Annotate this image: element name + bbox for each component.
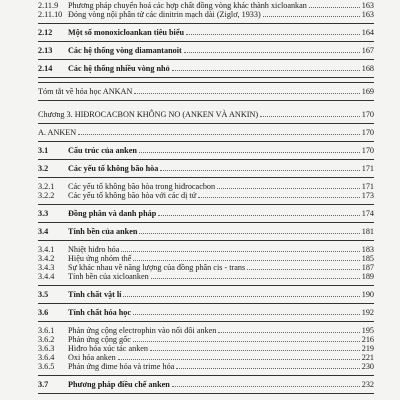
toc-entry — [38, 164, 374, 173]
entry-title: Các hệ thống vòng diamantanoit — [68, 46, 182, 55]
entry-page: 174 — [361, 209, 374, 218]
divider — [38, 123, 374, 124]
entry-title: Các yếu tố không bão hòa trong hiđrocacbon — [68, 182, 216, 191]
toc-entry — [38, 245, 374, 254]
toc-entry — [38, 64, 374, 73]
dot-leader — [151, 277, 360, 279]
table-of-contents — [38, 1, 374, 398]
dot-leader — [247, 268, 360, 270]
entry-page: 185 — [361, 254, 374, 263]
divider — [38, 204, 374, 205]
entry-page: 173 — [361, 191, 374, 200]
toc-entry — [38, 227, 374, 236]
part-title: A. ANKEN — [38, 128, 77, 137]
divider — [38, 141, 374, 142]
dot-leader — [118, 358, 360, 360]
toc-entry — [38, 182, 374, 191]
entry-title: Tính bền của anken — [68, 227, 138, 236]
entry-page: 230 — [361, 362, 374, 371]
entry-title: Một số monoxicloankan tiêu biểu — [68, 28, 185, 37]
divider — [38, 177, 374, 178]
dot-leader — [172, 69, 360, 71]
dot-leader — [184, 51, 360, 53]
entry-number: 3.2.2 — [38, 191, 55, 200]
toc-entry — [38, 263, 374, 272]
divider — [38, 77, 374, 78]
entry-number: 3.3 — [38, 209, 49, 218]
dot-leader — [172, 385, 360, 387]
dot-leader — [260, 116, 360, 117]
dot-leader — [309, 6, 360, 8]
toc-entry — [38, 326, 374, 335]
entry-title: Hiệu ứng nhóm thế — [68, 254, 132, 263]
entry-title: Hiđro hóa xúc tác anken — [68, 344, 149, 353]
entry-number: 3.4.4 — [38, 272, 55, 281]
dot-leader — [150, 349, 360, 351]
dot-leader — [176, 367, 359, 369]
entry-title: Các hệ thống nhiều vòng nhỏ — [68, 64, 170, 73]
entry-page: 163 — [361, 1, 374, 10]
dot-leader — [198, 196, 360, 198]
toc-entry — [38, 290, 374, 299]
dot-leader — [139, 232, 359, 234]
entry-number: 2.13 — [38, 46, 53, 55]
toc-entry — [38, 380, 374, 389]
toc-entry — [38, 10, 374, 19]
dot-leader — [217, 187, 360, 189]
toc-entry — [38, 191, 374, 200]
toc-entry — [38, 272, 374, 281]
entry-page: 183 — [361, 245, 374, 254]
entry-title: Các yếu tố không bão hòa với các dị tử — [68, 191, 197, 200]
entry-title: Phương pháp điều chế anken — [68, 380, 170, 389]
entry-title: Phản ứng đime hóa và trime hóa — [68, 362, 175, 371]
entry-number: 3.4.2 — [38, 254, 55, 263]
entry-title: Tính bền của xicloanken — [68, 272, 149, 281]
entry-title: Sự khác nhau về năng lượng của đồng phân cis - trans — [68, 263, 246, 272]
toc-entry — [38, 46, 374, 55]
entry-number: 2.11.9 — [38, 1, 59, 10]
divider — [38, 59, 374, 60]
toc-entry — [38, 209, 374, 218]
entry-title: Các yếu tố không bão hòa — [68, 164, 159, 173]
divider — [38, 240, 374, 241]
entry-page: 170 — [361, 146, 374, 155]
dot-leader — [133, 340, 360, 342]
dot-leader — [160, 169, 359, 171]
summary-page: 169 — [361, 87, 374, 96]
entry-page: 216 — [361, 335, 374, 344]
entry-number: 3.4.3 — [38, 263, 55, 272]
divider — [38, 393, 374, 394]
divider — [38, 41, 374, 42]
entry-page: 195 — [361, 326, 374, 335]
toc-entry — [38, 335, 374, 344]
entry-title: Đồng phân và danh pháp — [68, 209, 157, 218]
toc-entry — [38, 28, 374, 37]
entry-number: 3.5 — [38, 290, 49, 299]
entry-page: 163 — [361, 10, 374, 19]
divider — [38, 321, 374, 322]
entry-number: 3.1 — [38, 146, 49, 155]
entry-title: Đóng vòng nội phân tử các dinitrin mạch dài (Ziglơ, 1933) — [68, 10, 261, 19]
entry-page: 232 — [361, 380, 374, 389]
entry-page: 187 — [361, 263, 374, 272]
entry-title: Phương pháp chuyển hoá các hợp chất đồng vòng khác thành xicloankan — [68, 1, 307, 10]
entry-number: 3.2 — [38, 164, 49, 173]
chapter-page: 170 — [361, 110, 374, 119]
entry-title: Cấu trúc của anken — [68, 146, 137, 155]
entry-number: 3.6.2 — [38, 335, 55, 344]
toc-entry — [38, 254, 374, 263]
dot-leader — [263, 15, 360, 17]
entry-page: 167 — [361, 46, 374, 55]
toc-entry — [38, 1, 374, 10]
dot-leader — [133, 313, 360, 315]
dot-leader — [139, 151, 360, 153]
toc-entry — [38, 308, 374, 317]
toc-entry — [38, 146, 374, 155]
entry-number: 3.6 — [38, 308, 49, 317]
toc-entry — [38, 353, 374, 362]
chapter-title: Chương 3. HIĐROCACBON KHÔNG NO (ANKEN VÀ ANKIN) — [38, 110, 259, 119]
part-row — [38, 128, 374, 137]
entry-page: 164 — [361, 28, 374, 37]
entry-number: 3.6.5 — [38, 362, 55, 371]
divider — [38, 222, 374, 223]
summary-title: Tóm tắt về hóa học ANKAN — [38, 87, 133, 96]
entry-title: Tính chất hóa học — [68, 308, 132, 317]
entry-page: 190 — [361, 290, 374, 299]
dot-leader — [121, 250, 359, 252]
entry-number: 2.12 — [38, 28, 53, 37]
divider — [38, 285, 374, 286]
entry-page: 168 — [361, 64, 374, 73]
entry-number: 3.6.3 — [38, 344, 55, 353]
entry-page: 171 — [361, 164, 374, 173]
entry-title: Oxi hóa anken — [68, 353, 116, 362]
dot-leader — [133, 259, 359, 261]
entry-number: 3.6.4 — [38, 353, 55, 362]
entry-title: Phản ứng cộng gốc — [68, 335, 131, 344]
entry-page: 171 — [361, 182, 374, 191]
summary-row — [38, 87, 374, 96]
entry-title: Tính chất vật lí — [68, 290, 122, 299]
entry-number: 3.2.1 — [38, 182, 55, 191]
entry-page: 219 — [361, 344, 374, 353]
entry-number: 3.6.1 — [38, 326, 55, 335]
entry-page: 221 — [361, 353, 374, 362]
divider — [38, 159, 374, 160]
part-page: 170 — [361, 128, 374, 137]
dot-leader — [218, 331, 359, 333]
entry-number: 3.7 — [38, 380, 49, 389]
dot-leader — [186, 33, 360, 35]
dot-leader — [123, 295, 359, 297]
entry-page: 192 — [361, 308, 374, 317]
divider — [38, 303, 374, 304]
divider — [38, 82, 374, 83]
entry-number: 2.11.10 — [38, 10, 63, 19]
divider — [38, 23, 374, 24]
toc-entry — [38, 344, 374, 353]
entry-page: 189 — [361, 272, 374, 281]
chapter-row — [38, 110, 374, 119]
dot-leader — [134, 93, 359, 94]
entry-number: 2.14 — [38, 64, 53, 73]
toc-entry — [38, 362, 374, 371]
entry-number: 3.4.1 — [38, 245, 55, 254]
dot-leader — [78, 134, 360, 135]
entry-number: 3.4 — [38, 227, 49, 236]
entry-page: 181 — [361, 227, 374, 236]
entry-title: Nhiệt hiđro hóa — [68, 245, 120, 254]
divider — [38, 100, 374, 101]
entry-title: Phản ứng cộng electrophin vào nối đôi anken — [68, 326, 217, 335]
divider — [38, 375, 374, 376]
dot-leader — [158, 214, 359, 216]
